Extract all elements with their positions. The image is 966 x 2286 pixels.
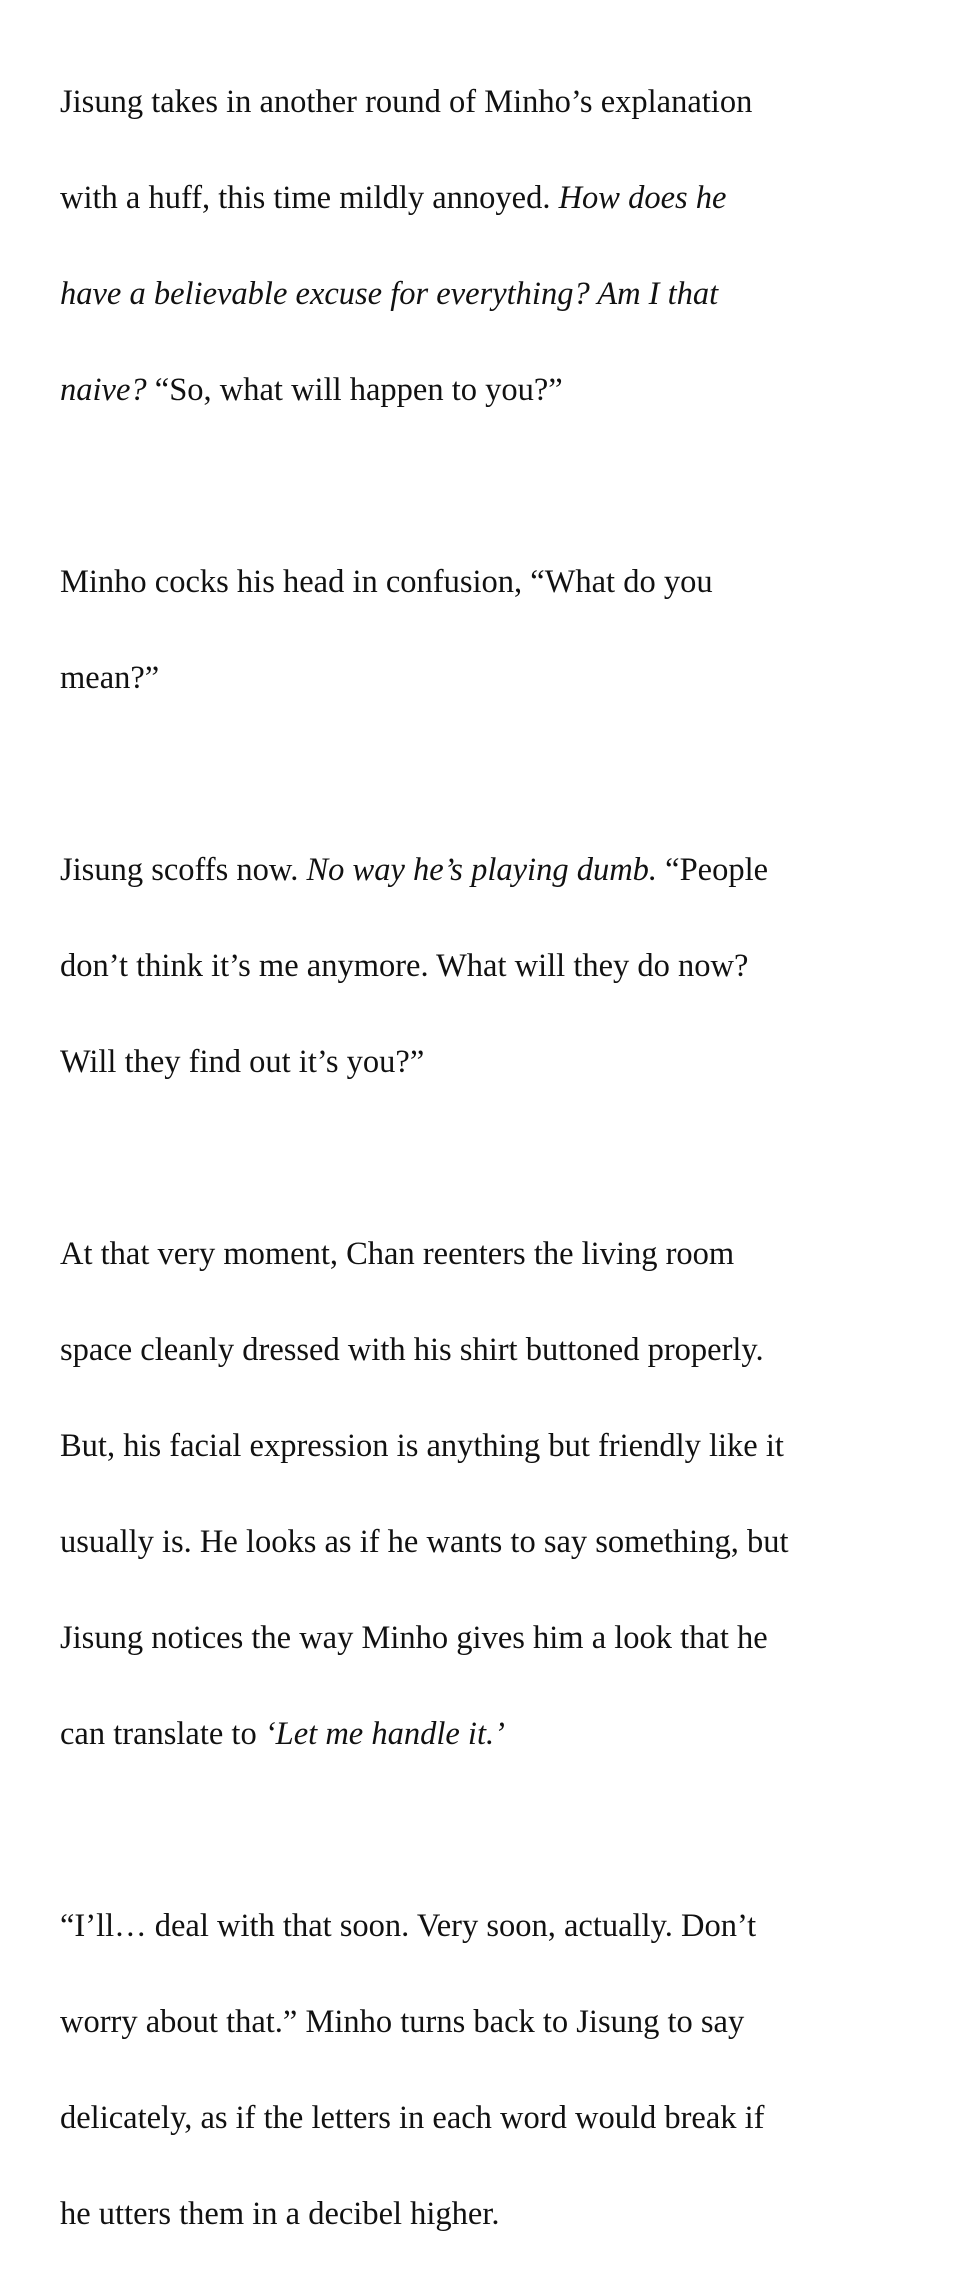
text-run: don’t think it’s me anymore. What will they do now? bbox=[60, 948, 749, 984]
text-run: can translate to bbox=[60, 1716, 265, 1752]
text-run: “So, what will happen to you?” bbox=[146, 372, 563, 408]
text-run: worry about that.” Minho turns back to Jisung to say bbox=[60, 2004, 745, 2040]
text-line bbox=[60, 942, 940, 990]
text-line bbox=[60, 1902, 940, 1950]
text-run: Minho cocks his head in confusion, “What do you bbox=[60, 564, 713, 600]
italic-thought: naive? bbox=[60, 372, 147, 408]
paragraph-1 bbox=[60, 30, 940, 462]
text-run: usually is. He looks as if he wants to say something, but bbox=[60, 1524, 789, 1560]
text-line bbox=[60, 846, 940, 894]
text-run: “I’ll… deal with that soon. Very soon, actually. Don’t bbox=[60, 1908, 757, 1944]
text-run: delicately, as if the letters in each word would break if bbox=[60, 2100, 765, 2136]
text-run: Will they find out it’s you?” bbox=[60, 1044, 425, 1080]
text-run: Jisung notices the way Minho gives him a look that he bbox=[60, 1620, 768, 1656]
text-run: At that very moment, Chan reenters the living room bbox=[60, 1236, 735, 1272]
text-line bbox=[60, 1230, 940, 1278]
story-text-page bbox=[60, 30, 940, 2286]
italic-thought: How does he bbox=[558, 180, 727, 216]
text-line bbox=[60, 1422, 940, 1470]
text-line bbox=[60, 366, 940, 414]
text-run: Jisung scoffs now. bbox=[60, 852, 307, 888]
paragraph-5 bbox=[60, 1854, 940, 2286]
text-line bbox=[60, 1518, 940, 1566]
text-line bbox=[60, 2190, 940, 2238]
text-run: he utters them in a decibel higher. bbox=[60, 2196, 500, 2232]
text-line bbox=[60, 1710, 940, 1758]
text-run: Jisung takes in another round of Minho’s explanation bbox=[60, 84, 753, 120]
text-line bbox=[60, 2094, 940, 2142]
text-run: with a huff, this time mildly annoyed. bbox=[60, 180, 559, 216]
italic-thought: No way he’s playing dumb. bbox=[306, 852, 658, 888]
text-line bbox=[60, 558, 940, 606]
text-line bbox=[60, 1038, 940, 1086]
italic-quote: ‘Let me handle it.’ bbox=[264, 1716, 505, 1752]
text-line bbox=[60, 1998, 940, 2046]
text-run: space cleanly dressed with his shirt buttoned properly. bbox=[60, 1332, 764, 1368]
text-run: “People bbox=[657, 852, 769, 888]
text-run: But, his facial expression is anything but friendly like it bbox=[60, 1428, 784, 1464]
text-line bbox=[60, 78, 940, 126]
paragraph-3 bbox=[60, 798, 940, 1134]
text-run: mean?” bbox=[60, 660, 160, 696]
paragraph-2 bbox=[60, 510, 940, 750]
text-line bbox=[60, 1326, 940, 1374]
text-line bbox=[60, 174, 940, 222]
text-line bbox=[60, 270, 940, 318]
text-line bbox=[60, 1614, 940, 1662]
italic-thought: have a believable excuse for everything? Am I that bbox=[60, 276, 719, 312]
paragraph-4 bbox=[60, 1182, 940, 1806]
text-line bbox=[60, 654, 940, 702]
